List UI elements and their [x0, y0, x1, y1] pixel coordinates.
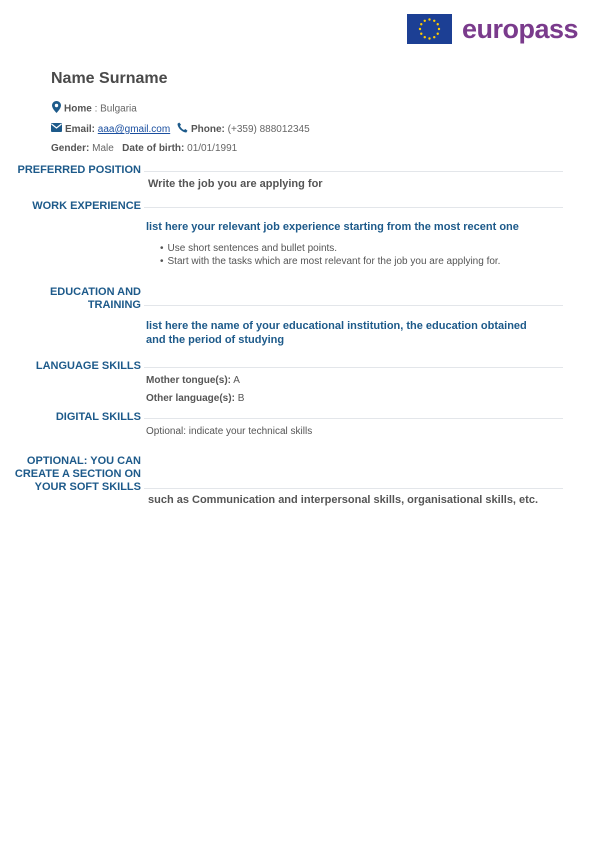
phone-icon: [177, 122, 188, 137]
envelope-icon: [51, 123, 62, 136]
work-experience-heading: list here your relevant job experience starting from the most recent one: [146, 221, 519, 233]
person-name: Name Surname: [51, 70, 168, 87]
email-label: Email:: [65, 124, 96, 136]
flag-star-icon: [428, 37, 430, 39]
flag-star-icon: [433, 20, 435, 22]
section-title-education: [10, 286, 141, 312]
home-row: [52, 101, 137, 117]
dob-value: 01/01/1991: [187, 143, 238, 154]
education-heading: [146, 319, 527, 347]
section-divider: [144, 171, 563, 172]
email-link[interactable]: aaa@gmail.com: [97, 124, 171, 136]
flag-star-icon: [419, 28, 421, 30]
list-item: • Start with the tasks which are most relevant for the job you are applying for.: [160, 255, 500, 268]
education-heading-line: list here the name of your educational institution, the education obtained: [146, 320, 527, 332]
flag-star-icon: [420, 23, 422, 25]
mother-tongue-value: A: [233, 375, 240, 386]
mother-tongue-row: [146, 374, 240, 387]
section-divider: [144, 367, 563, 368]
section-title-line: YOUR SOFT SKILLS: [34, 481, 141, 493]
list-item: • Use short sentences and bullet points.: [160, 242, 500, 255]
other-language-value: B: [237, 393, 245, 404]
mother-tongue-label: Mother tongue(s):: [146, 375, 231, 386]
section-title-digital-skills: DIGITAL SKILLS: [55, 411, 141, 423]
work-experience-bullets: [160, 242, 500, 268]
flag-star-icon: [420, 33, 422, 35]
phone-value: (+359) 888012345: [227, 124, 310, 136]
eu-flag-icon: [407, 14, 452, 44]
location-pin-icon: [52, 101, 61, 117]
section-divider: [144, 488, 563, 489]
section-title-line: EDUCATION AND: [49, 286, 141, 298]
section-title-preferred-position: PREFERRED POSITION: [17, 164, 141, 176]
digital-skills-text: Optional: indicate your technical skills: [146, 426, 313, 437]
phone-label: Phone:: [190, 124, 225, 136]
section-divider: [144, 207, 563, 208]
home-value: Bulgaria: [100, 103, 137, 115]
soft-skills-text: such as Communication and interpersonal skills, organisational skills, etc.: [148, 494, 539, 506]
flag-star-icon: [424, 36, 426, 38]
other-language-label: Other language(s):: [146, 393, 235, 404]
section-title-soft-skills: [10, 455, 141, 494]
home-label: Home: [64, 103, 92, 115]
contact-row: [51, 122, 310, 137]
flag-star-icon: [438, 28, 440, 30]
section-divider: [144, 305, 563, 306]
section-title-line: TRAINING: [87, 299, 141, 311]
flag-star-icon: [428, 18, 430, 20]
other-language-row: [146, 392, 244, 405]
home-sep: :: [91, 103, 101, 115]
flag-star-icon: [437, 33, 439, 35]
section-title-work-experience: WORK EXPERIENCE: [32, 200, 141, 212]
flag-star-icon: [437, 23, 439, 25]
gender-value: Male: [92, 143, 114, 154]
section-title-language-skills: LANGUAGE SKILLS: [35, 360, 141, 372]
flag-star-icon: [424, 20, 426, 22]
education-heading-line: and the period of studying: [146, 334, 285, 346]
flag-star-icon: [433, 36, 435, 38]
europass-logo: europass: [462, 14, 579, 44]
personal-row: [51, 142, 237, 155]
preferred-position-text: Write the job you are applying for: [148, 178, 323, 190]
gender-label: Gender:: [51, 143, 90, 154]
section-title-line: OPTIONAL: YOU CAN: [26, 455, 141, 467]
section-divider: [144, 418, 563, 419]
section-title-line: CREATE A SECTION ON: [14, 468, 141, 480]
dob-label: Date of birth:: [122, 143, 185, 154]
